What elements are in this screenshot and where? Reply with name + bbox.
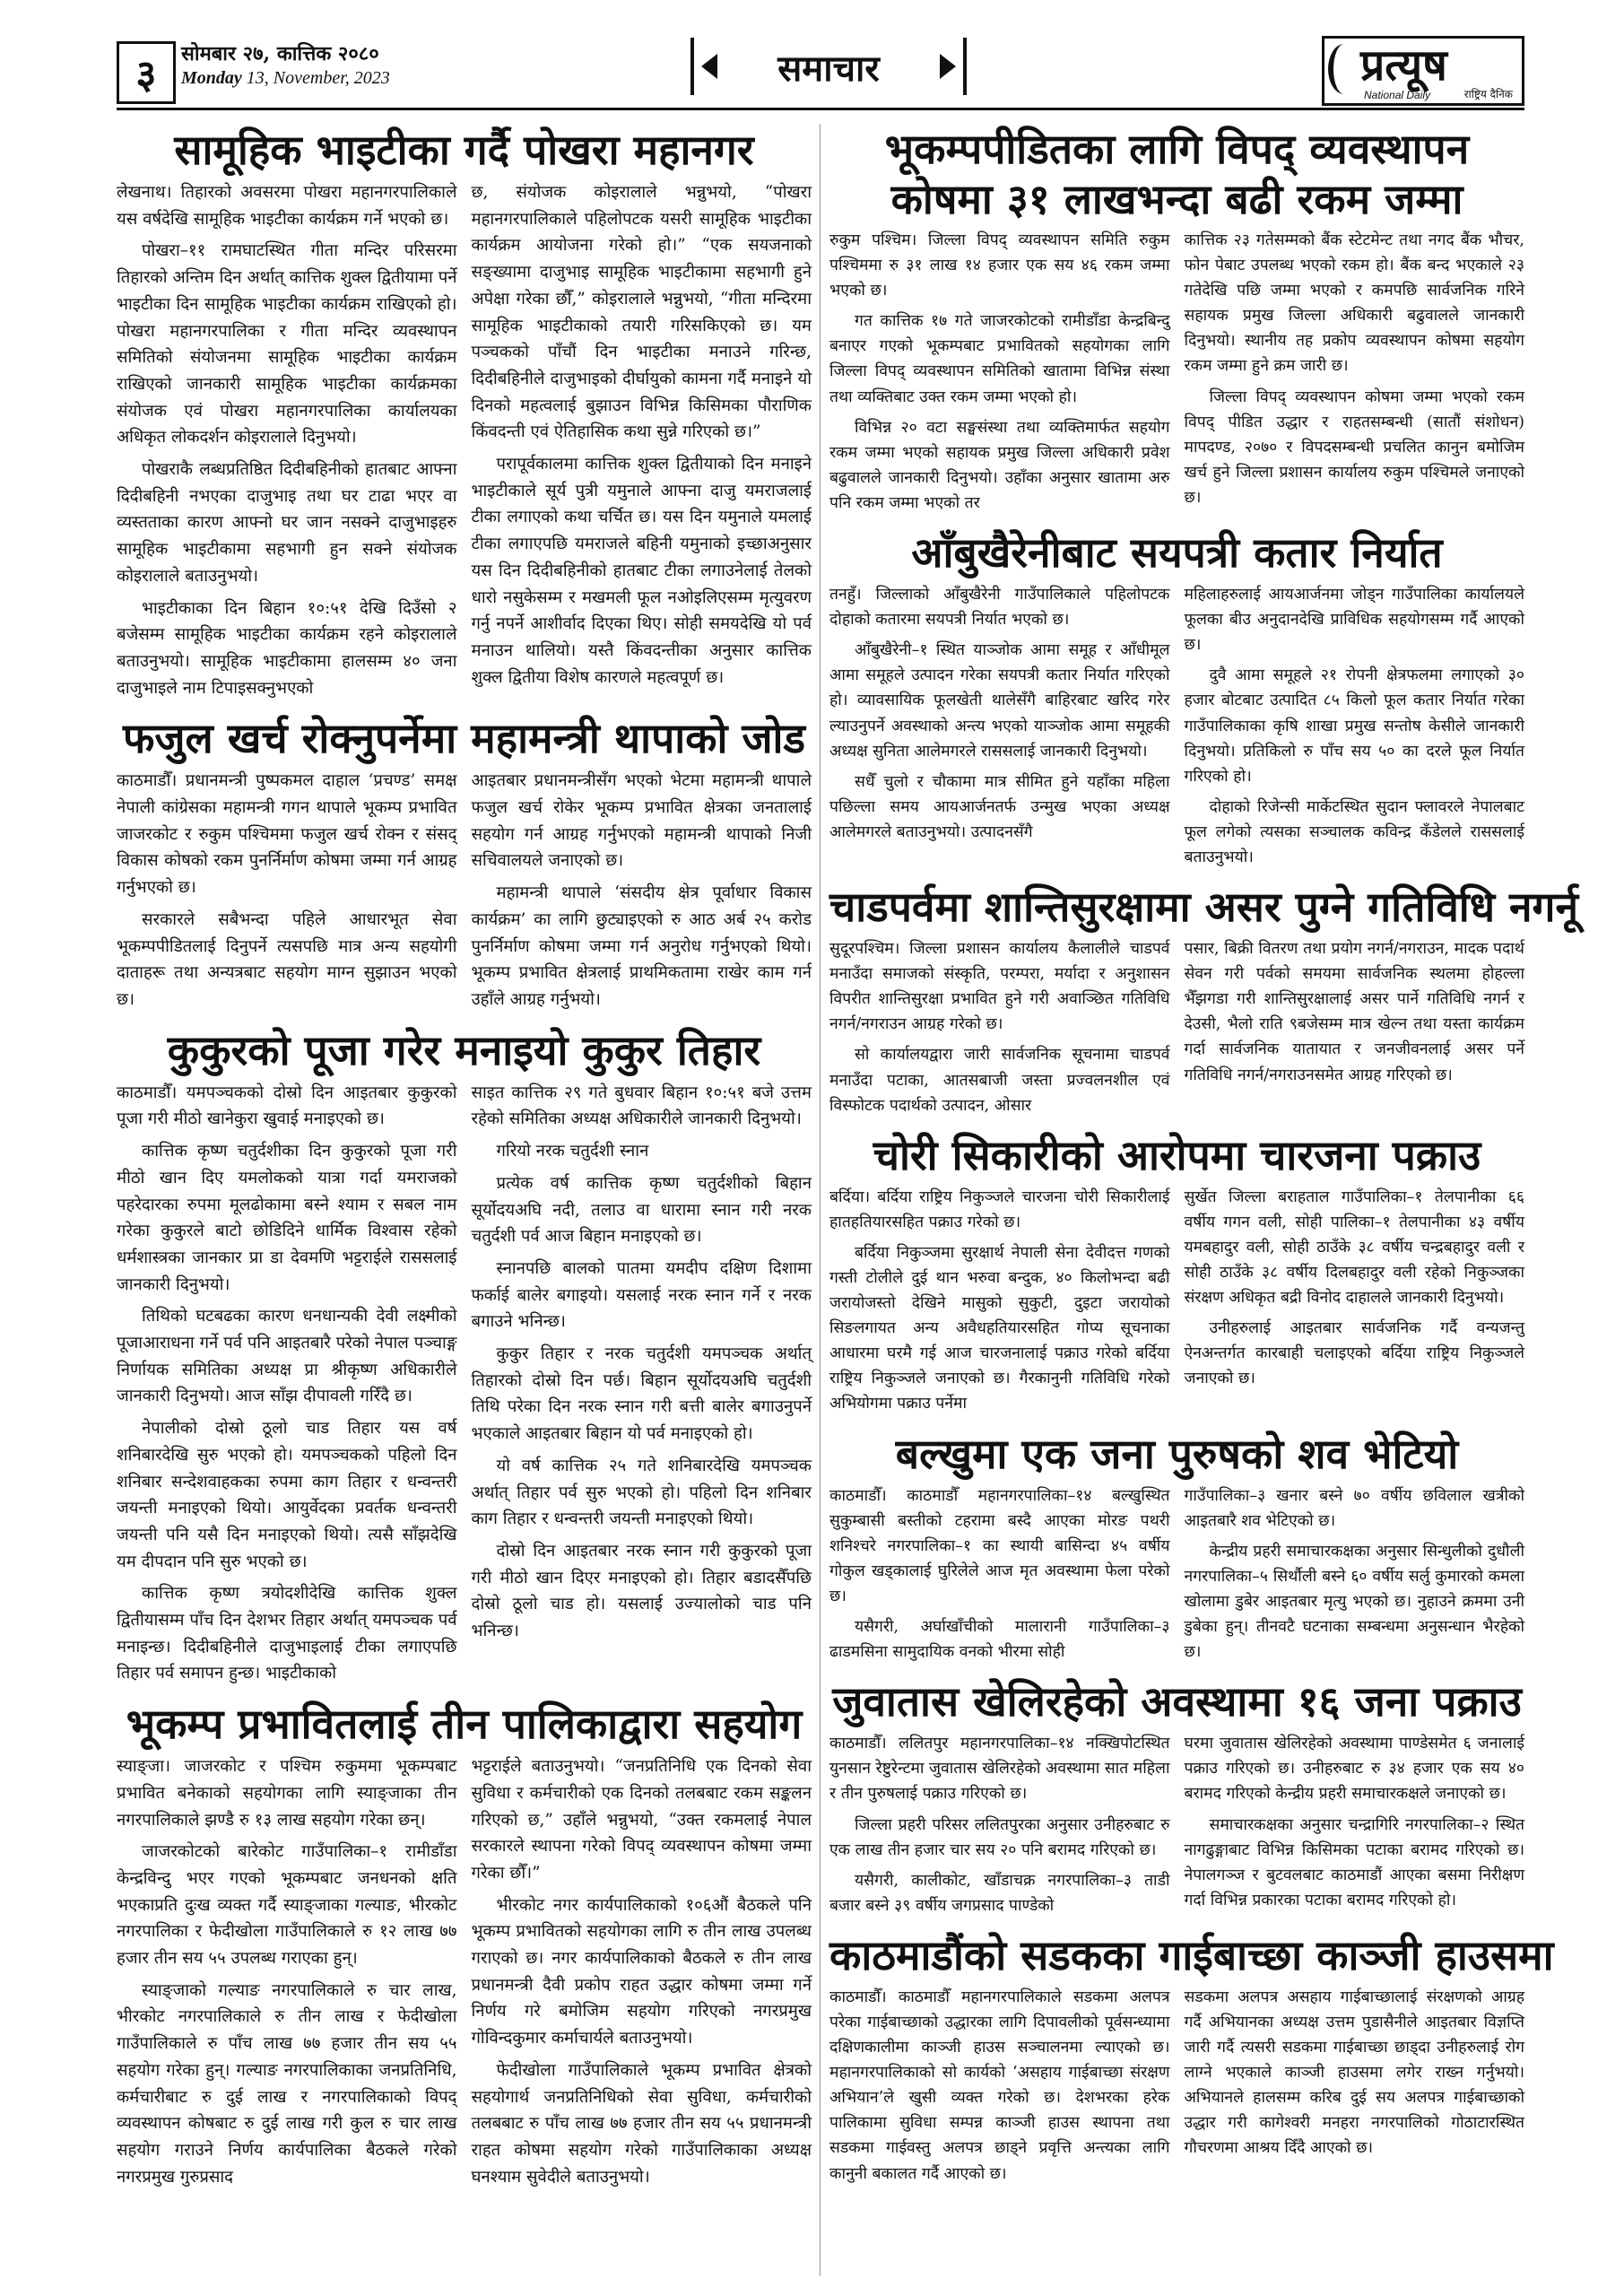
logo-wordmark: प्रत्यूष <box>1360 40 1447 91</box>
headline: भूकम्प प्रभावितलाई तीन पालिकाद्वारा सहयोग <box>126 1700 803 1749</box>
body-column <box>1185 582 1525 875</box>
body-column <box>829 1731 1170 1924</box>
paragraph: दुवै आमा समूहले २१ रोपनी क्षेत्रफलमा लगाएको ३० हजार बोटबाट उत्पादित ८५ किलो फूल कतार निर्यात गरेका गाउँपालिकाका कृषि शाखा प्रमुख सन्तोष केसीले जानकारी दिनुभयो। प्रतिकिलो रु पाँच सय ५० का दरले फूल निर्यात गरिएको हो। <box>1184 666 1524 786</box>
paragraph: गत कात्तिक १७ गते जाजरकोटको रामीडाँडा केन्द्रबिन्दु बनाएर गएको भूकम्पबाट प्रभावितको सहयोगका लागि जिल्ला विपद् व्यवस्थापन समितिको खातामा विभिन्न संस्था तथा व्यक्तिबाट उक्त रकम जम्मा भएको हो। <box>829 312 1170 406</box>
body-column <box>1185 1985 1525 2192</box>
newspaper-logo <box>1322 36 1524 106</box>
paragraph: पोखराकै लब्धप्रतिष्ठित दिदीबहिनीको हातबाट आफ्ना दिदीबहिनी नभएका दाजुभाइ तथा घर टाढा भएर वा व्यस्तताका कारण आफ्नो घर जान नसक्ने दाजुभाइहरु सामूहिक भाइटीकामा सहभागी हुन सक्ने संयोजक कोइरालाले बताउनुभयो। <box>117 460 457 586</box>
paragraph: काठमाडौँ। काठमाडौँ महानगरपालिका–१४ बल्खुस्थित सुकुम्बासी बस्तीको टहरामा बस्दै आएका मोरङ पथरी शनिश्चरे नगरपालिका–१ का स्थायी बासिन्दा ४५ वर्षीय गोकुल खड्कालाई घुरिलेले आज मृत अवस्थामा फेला परेको छ। <box>829 1486 1170 1605</box>
paragraph: आइतबार प्रधानमन्त्रीसँग भएको भेटमा महामन्त्री थापाले फजुल खर्च रोकेर भूकम्प प्रभावित क्षेत्रका जनतालाई सहयोग गर्न आग्रह गर्नुभएको महामन्त्री थापाको निजी सचिवालयले जनाएको छ। <box>471 771 812 871</box>
headline: चोरी सिकारीको आरोपमा चारजना पक्राउ <box>873 1130 1481 1179</box>
article-body <box>829 1985 1524 2192</box>
paragraph: भाइटीकाका दिन बिहान १०:५१ देखि दिउँसो २ बजेसम्म सामूहिक भाइटीका कार्यक्रम रहने कोइरालाले बताउनुभयो। सामूहिक भाइटीकामा हालसम्म ४० जना दाजुभाइले नाम टिपाइसक्नुभएको <box>117 598 457 698</box>
paragraph: गरियो नरक चतुर्दशी स्नान <box>496 1142 649 1161</box>
body-column <box>1185 228 1525 521</box>
article-tin-palika <box>117 1698 812 2196</box>
paragraph: बर्दिया। बर्दिया राष्ट्रिय निकुञ्जले चारजना चोरी सिकारीलाई हातहतियारसहित पक्राउ गरेको छ। <box>829 1187 1170 1231</box>
right-triangle-icon <box>940 54 956 79</box>
article-fajul-kharcha <box>117 712 812 1018</box>
paragraph: यो वर्ष कात्तिक २५ गते शनिबारदेखि यमपञ्चक अर्थात् तिहार पर्व सुरु भएको हो। पहिलो दिन शनिबार काग तिहार र धन्वन्तरी जयन्ती मनाइएको थियो। <box>471 1456 812 1529</box>
paragraph: रुकुम पश्चिम। जिल्ला विपद् व्यवस्थापन समिति रुकुम पश्चिममा रु ३१ लाख १४ हजार एक सय ४६ रकम जम्मा भएको छ। <box>829 231 1170 300</box>
paragraph: यसैगरी, अर्घाखाँचीको मालारानी गाउँपालिका–३ ढाडमसिना सामुदायिक वनको भीरमा सोही <box>829 1618 1170 1662</box>
paragraph: प्रत्येक वर्ष कात्तिक कृष्ण चतुर्दशीको बिहान सूर्योदयअघि नदी, तलाउ वा धारामा स्नान गरी नरक चतुर्दशी पर्व आज बिहान मनाइएको छ। <box>471 1173 812 1247</box>
body-column <box>117 768 457 1018</box>
paragraph: तिथिको घटबढका कारण धनधान्यकी देवी लक्ष्मीको पूजाआराधना गर्ने पर्व पनि आइतबारै परेको नेपाल पञ्चाङ्ग निर्णायक समितिका अध्यक्ष प्रा श्रीकृष्ण अधिकारीले जानकारी दिनुभयो। आज साँझ दीपावली गरिँदै छ। <box>117 1307 457 1406</box>
logo-tagline-np: राष्ट्रिय दैनिक <box>1463 88 1513 100</box>
paragraph: सरकारले सबैभन्दा पहिले आधारभूत सेवा भूकम्पपीडितलाई दिनुपर्ने त्यसपछि मात्र अन्य सहयोगी दाताहरू तथा अन्यत्रबाट सहयोग माग्न सुझाउन भएको छ। <box>117 909 457 1009</box>
article-body <box>829 228 1524 521</box>
section-banner <box>690 38 967 95</box>
body-column <box>1185 936 1525 1124</box>
section-title: समाचार <box>777 47 880 90</box>
right-column <box>829 124 1578 2197</box>
paragraph: परापूर्वकालमा कात्तिक शुक्ल द्वितीयाको दिन मनाइने भाइटीकाले सूर्य पुत्री यमुनाले आफ्ना दाजु यमराजलाई टीका लगाएको कथा चर्चित छ। यस दिन यमुनाले यमलाई टीका लगाएपछि यमराजले बहिनी यमुनाको इच्छाअनुसार यस दिन दिदीबहिनीको हातबाट टीका लगाउनेलाई तेलको धारो नसुकेसम्म र मखमली फूल नओइलिएसम्म मृत्युवरण गर्नु नपर्ने आशीर्वाद दिएका थिए। सोही समयदेखि यो पर्व मनाउन थालियो। यस्तै किंवदन्तीका अनुसार कात्तिक शुक्ल द्वितीया विशेष कारणले महत्वपूर्ण छ। <box>471 455 812 687</box>
paragraph: घरमा जुवातास खेलिरहेको अवस्थामा पाण्डेसमेत ६ जनालाई पक्राउ गरिएको छ। उनीहरुबाट रु ३४ हजार एक सय ४० बरामद गरिएको केन्द्रीय प्रहरी समाचारकक्षले जनाएको छ। <box>1184 1735 1524 1804</box>
dateline <box>181 39 390 89</box>
masthead <box>117 36 1524 110</box>
body-column <box>1185 1483 1525 1671</box>
paragraph: केन्द्रीय प्रहरी समाचारकक्षका अनुसार सिन्धुलीको दुधौली नगरपालिका–५ सिर्थौली बस्ने ६० वर्षीय सर्लु कुमारको कमला खोलामा डुबेर आइतबार मृत्यु भएको छ। नुहाउने क्रममा उनी डुबेका हुन्। तीनवटै घटनाका सम्बन्धमा अनुसन्धान भैरहेको छ। <box>1184 1542 1524 1662</box>
body-column <box>472 179 812 707</box>
left-column <box>117 124 812 2201</box>
body-column <box>1185 1731 1525 1924</box>
body-column <box>829 1483 1170 1671</box>
body-column <box>829 1185 1170 1422</box>
paragraph: उनीहरुलाई आइतबार सार्वजनिक गर्दै वन्यजन्तु ऐनअन्तर्गत कारबाही चलाइएको बर्दिया राष्ट्रिय निकुञ्जले जनाएको छ। <box>1184 1319 1524 1388</box>
date-day: Monday <box>181 68 242 88</box>
article-body <box>117 1080 812 1692</box>
body-column <box>1185 1185 1525 1422</box>
article-bhaitika <box>117 124 812 707</box>
paragraph: भीरकोट नगर कार्यपालिकाको १०६औं बैठकले पनि भूकम्प प्रभावितको सहयोगका लागि रु तीन लाख उपलब्ध गराएको छ। नगर कार्यपालिकाको बैठकले रु तीन लाख प्रधानमन्त्री दैवी प्रकोप राहत उद्धार कोषमा जम्मा गर्ने निर्णय गरे बमोजिम सहयोग गरिएको नगरप्रमुख गोविन्दकुमार कर्माचार्यले बताउनुभयो। <box>471 1895 812 2048</box>
headline: भूकम्पपीडितका लागि विपद् व्यवस्थापन कोषमा ३१ लाखभन्दा बढी रकम जम्मा <box>884 125 1470 223</box>
article-kanji-house <box>829 1929 1554 2192</box>
body-column <box>117 1753 457 2196</box>
paragraph: स्नानपछि बालको पातमा यमदीप दक्षिण दिशामा फर्काई बालेर बगाइयो। यसलाई नरक स्नान गर्ने र नरक बगाउने भनिन्छ। <box>471 1258 812 1332</box>
article-body <box>829 1483 1524 1671</box>
date-english <box>181 68 390 89</box>
paragraph: दोस्रो दिन आइतबार नरक स्नान गरी कुकुरको पूजा गरी मीठो खान दिएर मनाइएको हो। तिहार बडादसैँपछि दोस्रो ठूलो चाड हो। यसलाई उज्यालोको चाड पनि भनिन्छ। <box>471 1541 812 1641</box>
paragraph: सो कार्यालयद्वारा जारी सार्वजनिक सूचनामा चाडपर्व मनाउँदा पटाका, आतसबाजी जस्ता प्रज्वलनशील एवं विस्फोटक पदार्थको उत्पादन, ओसार <box>829 1046 1170 1115</box>
paragraph: जिल्ला विपद् व्यवस्थापन कोषमा जम्मा भएको रकम विपद् पीडित उद्धार र राहतसम्बन्धी (सातौं संशोधन) मापदण्ड, २०७० र विपदसम्बन्धी प्रचलित कानुन बमोजिम खर्च हुने जिल्ला प्रशासन कार्यालय रुकुम पश्चिमले जनाएको छ। <box>1184 387 1524 507</box>
paragraph: कात्तिक कृष्ण चतुर्दशीका दिन कुकुरको पूजा गरी मीठो खान दिए यमलोकको यात्रा गर्दा यमराजको पहरेदारका रुपमा मूलढोकामा बस्ने श्याम र सबल नाम गरेका कुकुरले बाटो छोडिदिने धार्मिक विश्वास रहेको धर्मशास्त्रका जानकार प्रा डा देवमणि भट्टराईले राससलाई जानकारी दिनुभयो। <box>117 1142 457 1294</box>
paragraph: दोहाको रिजेन्सी मार्केटस्थित सुदान फ्लावरले नेपालबाट फूल लगेको त्यसका सञ्चालक कविन्द्र कँडेलले राससलाई बताउनुभयो। <box>1184 797 1524 866</box>
left-triangle-icon <box>701 54 717 79</box>
paragraph: आँबुखैरेनी–१ स्थित याञ्जोक आमा समूह र आँधीमूल आमा समूहले उत्पादन गरेका सयपत्री कतार निर्यात गरिएको हो। व्यावसायिक फूलखेती थालेसँगै बाहिरबाट खरिद गरेर ल्याउनुपर्ने अवस्थाको अन्त्य भएको याञ्जोक आमा समूहकी अध्यक्ष सुनिता आलेमगरले राससलाई जानकारी दिनुभयो। <box>829 641 1170 761</box>
paragraph: फेदीखोला गाउँपालिकाले भूकम्प प्रभावित क्षेत्रको सहयोगार्थ जनप्रतिनिधिको सेवा सुविधा, कर्मचारीको तलबबाट रु पाँच लाख ७७ हजार तीन सय ५५ प्रधानमन्त्री राहत कोषमा सहयोग गरेको गाउँपालिकाका अध्यक्ष घनश्याम सुवेदीले बताउनुभयो। <box>471 2060 812 2187</box>
article-chadparva <box>829 881 1578 1124</box>
paragraph: कात्तिक कृष्ण त्रयोदशीदेखि कात्तिक शुक्ल द्वितीयासम्म पाँच दिन देशभर तिहार अर्थात् यमपञ्चक पर्व मनाइन्छ। दिदीबहिनीले दाजुभाइलाई टीका लगाएपछि तिहार पर्व समापन हुन्छ। भाइटीकाको <box>117 1584 457 1683</box>
paragraph: काठमाडौँ। यमपञ्चकको दोस्रो दिन आइतबार कुकुरको पूजा गरी मीठो खानेकुरा खुवाई मनाइएको छ। <box>117 1083 457 1129</box>
headline: जुवातास खेलिरहेको अवस्थामा १६ जना पक्राउ <box>832 1677 1522 1726</box>
article-balkhu <box>829 1428 1524 1671</box>
paragraph: पसार, बिक्री वितरण तथा प्रयोग नगर्न/नगराउन, मादक पदार्थ सेवन गरी पर्वको समयमा सार्वजनिक स्थलमा होहल्ला भैँझगडा गरी शान्तिसुरक्षालाई असर पार्ने गतिविधि नगर्न र देउसी, भैलो राति ९बजेसम्म मात्र खेल्न तथा यस्ता कार्यक्रम गर्दा सार्वजनिक यातायात र जनजीवनलाई असर पर्ने गतिविधि नगर्न/नगराउनसमेत आग्रह गरिएको छ। <box>1184 940 1524 1084</box>
headline: चाडपर्वमा शान्तिसुरक्षामा असर पुग्ने गतिविधि नगर्नू <box>829 883 1578 932</box>
paragraph: जाजरकोटको बारेकोट गाउँपालिका–१ रामीडाँडा केन्द्रविन्दु भएर गएको भूकम्पबाट जनधनको क्षति भएकाप्रति दुःख व्यक्त गर्दै स्याङ्जाका गल्याङ, भीरकोट नगरपालिका र फेदीखोला गाउँपालिकाले रु १२ लाख ७७ हजार तीन सय ५५ उपलब्ध गराएका हुन्। <box>117 1842 457 1969</box>
paragraph: सुर्खेत जिल्ला बराहताल गाउँपालिका–१ तेलपानीका ६६ वर्षीय गगन वली, सोही पालिका–१ तेलपानीका ४३ वर्षीय यमबहादुर वली, सोही ठाउँके ३८ वर्षीय चन्द्रबहादुर वली र सोही ठाउँके ३८ वर्षीय दिलबहादुर वली रहेको निकुञ्जका संरक्षण अधिकृत बद्री विनोद दाहालले जानकारी दिनुभयो। <box>1184 1187 1524 1308</box>
article-body <box>117 179 812 707</box>
paragraph: कुकुर तिहार र नरक चतुर्दशी यमपञ्चक अर्थात् तिहारको दोस्रो दिन पर्छ। बिहान सूर्योदयअघि चतुर्दशी तिथि परेका दिन नरक स्नान गरी बत्ती बालेर बगाउनुपर्ने भएकाले आइतबार बिहान यो पर्व मनाइएको हो। <box>471 1344 812 1444</box>
headline: कुकुरको पूजा गरेर मनाइयो कुकुर तिहार <box>167 1025 761 1074</box>
article-body <box>829 936 1524 1124</box>
article-kukur-tihar <box>117 1024 812 1692</box>
article-sayapatri <box>829 526 1524 875</box>
date-english-text: 13, November, 2023 <box>246 68 390 88</box>
page-number: ३ <box>117 41 176 104</box>
paragraph: साइत कात्तिक २९ गते बुधवार बिहान १०:५१ बजे उत्तम रहेको समितिका अध्यक्ष अधिकारीले जानकारी दिनुभयो। <box>471 1083 812 1129</box>
article-vipad-kosh <box>829 124 1524 521</box>
headline: सामूहिक भाइटीका गर्दै पोखरा महानगर <box>174 126 754 174</box>
paragraph: तनहुँ। जिल्लाको आँबुखैरेनी गाउँपालिकाले पहिलोपटक दोहाको कतारमा सयपत्री निर्यात भएको छ। <box>829 586 1170 630</box>
paragraph: विभिन्न २० वटा सङ्घसंस्था तथा व्यक्तिमार्फत सहयोग रकम जम्मा भएको सहायक प्रमुख जिल्ला अधिकारी प्रवेश बढुवालले जानकारी दिनुभयो। उहाँका अनुसार खातामा अरु पनि रकम जम्मा भएको तर <box>829 418 1170 512</box>
paragraph: गाउँपालिका–३ खनार बस्ने ७० वर्षीय छविलाल खत्रीको आइतबारै शव भेटिएको छ। <box>1184 1486 1524 1530</box>
body-column <box>472 1080 812 1692</box>
paragraph: काठमाडौँ। काठमाडौँ महानगरपालिकाले सडकमा अलपत्र परेका गाईबाच्छाको उद्धारका लागि दिपावलीको पूर्वसन्ध्यामा दक्षिणकालीमा काञ्जी हाउस सञ्चालनमा ल्याएको छ। महानगरपालिकाको सो कार्यको ‘असहाय गाईबाच्छा संरक्षण अभियान’ले खुसी व्यक्त गरेको छ। देशभरका हरेक पालिकामा सुविधा सम्पन्न काञ्जी हाउस स्थापना तथा सडकमा गाईवस्तु अलपत्र छाड्ने प्रवृत्ति अन्त्यका लागि कानुनी बकालत गर्दै आएको छ। <box>829 1987 1170 2183</box>
headline: बल्खुमा एक जना पुरुषको शव भेटियो <box>895 1429 1459 1478</box>
paragraph: सधैँ चुलो र चौकामा मात्र सीमित हुने यहाँका महिला पछिल्ला समय आयआर्जनतर्फ उन्मुख भएका अध्यक्ष आलेमगरले बताउनुभयो। उत्पादनसँगै <box>829 772 1170 841</box>
paragraph: महामन्त्री थापाले ‘संसदीय क्षेत्र पूर्वाधार विकास कार्यक्रम’ का लागि छुट्याइएको रु आठ अर्ब २५ करोड पुनर्निर्माण कोषमा जम्मा गर्न अनुरोध गर्नुभएको थियो। भूकम्प प्रभावित क्षेत्रलाई प्राथमिकतामा राखेर काम गर्न उहाँले आग्रह गर्नुभयो। <box>471 883 812 1009</box>
paragraph: स्याङ्जा। जाजरकोट र पश्चिम रुकुममा भूकम्पबाट प्रभावित बनेकाको सहयोगका लागि स्याङ्जाका तीन नगरपालिकाले झण्डै रु १३ लाख सहयोग गरेका छन्। <box>117 1757 457 1830</box>
paragraph: नेपालीको दोस्रो ठूलो चाड तिहार यस वर्ष शनिबारदेखि सुरु भएको हो। यमपञ्चकको पहिलो दिन शनिबार सन्देशवाहकका रुपमा काग तिहार र धन्वन्तरी जयन्ती मनाइएको थियो। आयुर्वेदका प्रवर्तक धन्वन्तरी जयन्ती पनि यसै दिन मनाइएको थियो। त्यसै साँझदेखि यम दीपदान पनि सुरु भएको छ। <box>117 1419 457 1571</box>
article-body <box>829 1185 1524 1422</box>
article-juwatas <box>829 1675 1524 1924</box>
paragraph: काठमाडौँ। प्रधानमन्त्री पुष्पकमल दाहाल ‘प्रचण्ड’ समक्ष नेपाली कांग्रेसका महामन्त्री गगन थापाले भूकम्प प्रभावित जाजरकोट र रुकुम पश्चिममा फजुल खर्च रोक्न र संसद् विकास कोषको रकम पुनर्निर्माण कोषमा जम्मा गर्न आग्रह गर्नुभएको छ। <box>117 771 457 898</box>
paragraph: लेखनाथ। तिहारको अवसरमा पोखरा महानगरपालिकाले यस वर्षदेखि सामूहिक भाइटीका कार्यक्रम गर्ने भएको छ। <box>117 183 457 229</box>
article-chori-sikari <box>829 1129 1524 1422</box>
body-column <box>829 582 1170 875</box>
paragraph: सडकमा अलपत्र असहाय गाईबाच्छालाई संरक्षणको आग्रह गर्दै अभियानका अध्यक्ष उत्तम पुडासैनीले आइतबार विज्ञप्ति जारी गर्दै त्यसरी सडकमा गाईबाच्छा छाड्दा उनीहरुलाई रोग लाग्ने भएकाले काञ्जी हाउसमा लगेर राख्न गर्नुभयो। अभियानले हालसम्म करिब दुई सय अलपत्र गाईबाच्छाको उद्धार गरी कागेश्वरी मनहरा नगरपालिको गोठाटारस्थित गौचरणमा आश्रय दिँदै आएको छ। <box>1184 1987 1524 2158</box>
body-column <box>472 768 812 1018</box>
paragraph: भट्टराईले बताउनुभयो। “जनप्रतिनिधि एक दिनको सेवा सुविधा र कर्मचारीको एक दिनको तलबबाट रकम सङ्कलन गरिएको छ,” उहाँले भन्नुभयो, “उक्त रकमलाई नेपाल सरकारले स्थापना गरेको विपद् व्यवस्थापन कोषमा जम्मा गरेका छौँ।” <box>471 1757 812 1883</box>
paragraph: सुदूरपश्चिम। जिल्ला प्रशासन कार्यालय कैलालीले चाडपर्व मनाउँदा समाजको संस्कृति, परम्परा, मर्यादा र अनुशासन विपरीत शान्तिसुरक्षा प्रभावित हुने गरी अवाञ्छित गतिविधि नगर्न/नगराउन आग्रह गरेको छ। <box>829 940 1170 1034</box>
logo-tagline-en: National Daily <box>1364 89 1431 101</box>
body-column <box>117 1080 457 1692</box>
logo-swoosh-icon <box>1328 44 1360 94</box>
paragraph: स्याङ्जाको गल्याङ नगरपालिकाले रु चार लाख, भीरकोट नगरपालिकाले रु तीन लाख र फेदीखोला गाउँपालिकाले रु पाँच लाख ७७ हजार तीन सय ५५ सहयोग गरेका हुन्। गल्याङ नगरपालिकाका जनप्रतिनिधि, कर्मचारीबाट रु दुई लाख र नगरपालिकाको विपद् व्यवस्थापन कोषबाट रु दुई लाख गरी कुल रु चार लाख सहयोग गराउने निर्णय कार्यपालिका बैठकले गरेको नगरप्रमुख गुरुप्रसाद <box>117 1980 457 2187</box>
paragraph: काठमाडौँ। ललितपुर महानगरपालिका–१४ नक्खिपोटस्थित युनसान रेष्टुरेन्टमा जुवातास खेलिरहेको अवस्थामा सात महिला र तीन पुरुषलाई पक्राउ गरिएको छ। <box>829 1735 1170 1804</box>
body-column <box>829 228 1170 521</box>
paragraph: जिल्ला प्रहरी परिसर ललितपुरका अनुसार उनीहरुबाट रु एक लाख तीन हजार चार सय २० पनि बरामद गरिएको छ। <box>829 1815 1170 1859</box>
article-body <box>117 768 812 1018</box>
paragraph: महिलाहरुलाई आयआर्जनमा जोड्न गाउँपालिका कार्यालयले फूलका बीउ अनुदानदेखि प्राविधिक सहयोगसम्म गर्दै आएको छ। <box>1184 586 1524 655</box>
headline: आँबुखैरेनीबाट सयपत्री कतार निर्यात <box>911 528 1443 578</box>
headline: फजुल खर्च रोक्नुपर्नेमा महामन्त्री थापाको जोड <box>122 714 806 763</box>
body-column <box>472 1753 812 2196</box>
paragraph: कात्तिक २३ गतेसम्मको बैंक स्टेटमेन्ट तथा नगद बैंक भौचर, फोन पेबाट उपलब्ध भएको रकम हो। बैंक बन्द भएकाले २३ गतेदेखि पछि जम्मा भएको र कमपछि सार्वजनिक गरिने सहायक प्रमुख जिल्ला अधिकारी बढुवालले जानकारी दिनुभयो। स्थानीय तह प्रकोप व्यवस्थापन कोषमा सहयोग रकम जम्मा हुने क्रम जारी छ। <box>1184 231 1524 376</box>
date-nepali: सोमबार २७, कात्तिक २०८० <box>181 42 379 65</box>
paragraph: पोखरा–११ रामघाटस्थित गीता मन्दिर परिसरमा तिहारको अन्तिम दिन अर्थात् कात्तिक शुक्ल द्वितीयामा पर्ने भाइटीका दिन सामूहिक भाइटीका कार्यक्रम राखिएको हो। पोखरा महानगरपालिका र गीता मन्दिर व्यवस्थापन समितिको संयोजनमा सामूहिक भाइटीका कार्यक्रम राखिएको जानकारी सामूहिक भाइटीका कार्यक्रमका संयोजक एवं पोखरा महानगरपालिका कार्यालयका अधिकृत लोकदर्शन कोइरालाले दिनुभयो। <box>117 241 457 448</box>
article-body <box>829 582 1524 875</box>
paragraph: समाचारकक्षका अनुसार चन्द्रागिरि नगरपालिका–२ स्थित नागढुङ्गाबाट विभिन्न किसिमका पटाका बरामद गरिएको छ। नेपालगञ्ज र बुटवलबाट काठमाडौं आएका बसमा निरीक्षण गर्दा विभिन्न प्रकारका पटाका बरामद गरिएको हो। <box>1184 1815 1524 1909</box>
body-column <box>829 1985 1170 2192</box>
article-body <box>829 1731 1524 1924</box>
paragraph: छ, संयोजक कोइरालाले भन्नुभयो, “पोखरा महानगरपालिकाले पहिलोपटक यसरी सामूहिक भाइटीका कार्यक्रम आयोजना गरेको हो।” “एक सयजनाको सङ्ख्यामा दाजुभाइ सामूहिक भाइटीकामा सहभागी हुने अपेक्षा गरेका छौँ,” कोइरालाले भन्नुभयो, “गीता मन्दिरमा सामूहिक भाइटीकाको तयारी गरिसकिएको छ। यम पञ्चकको पाँचौं दिन भाइटीका मनाउने गरिन्छ, दिदीबहिनीले दाजुभाइको दीर्घायुको कामना गर्दै मनाइने यो दिनको महत्वलाई बुझाउन विभिन्न किसिमका पौराणिक किंवदन्ती एवं ऐतिहासिक कथा सुन्ने गरिएको छ।” <box>471 183 812 442</box>
article-body <box>117 1753 812 2196</box>
column-divider <box>820 124 821 2276</box>
paragraph: बर्दिया निकुञ्जमा सुरक्षार्थ नेपाली सेना देवीदत्त गणको गस्ती टोलीले दुई थान भरुवा बन्दुक, ४० किलोभन्दा बढी जरायोजस्तो देखिने मासुको सुकुटी, दुइटा जरायोको सिङलगायत अन्य अवैधहतियारसहित गोप्य सूचनाका आधारमा घरमै गई आज चारजनालाई पक्राउ गरेको बर्दिया राष्ट्रिय निकुञ्जले जनाएको छ। गैरकानुनी गतिविधि गरेको अभियोगमा पक्राउ पर्नेमा <box>829 1243 1170 1413</box>
body-column <box>117 179 457 707</box>
headline: काठमाडौंको सडकका गाईबाच्छा काञ्जी हाउसमा <box>829 1930 1554 1979</box>
body-column <box>829 936 1170 1124</box>
paragraph: यसैगरी, कालीकोट, खाँडाचक्र नगरपालिका–३ ताडी बजार बस्ने ३९ वर्षीय जगप्रसाद पाण्डेको <box>829 1871 1170 1915</box>
